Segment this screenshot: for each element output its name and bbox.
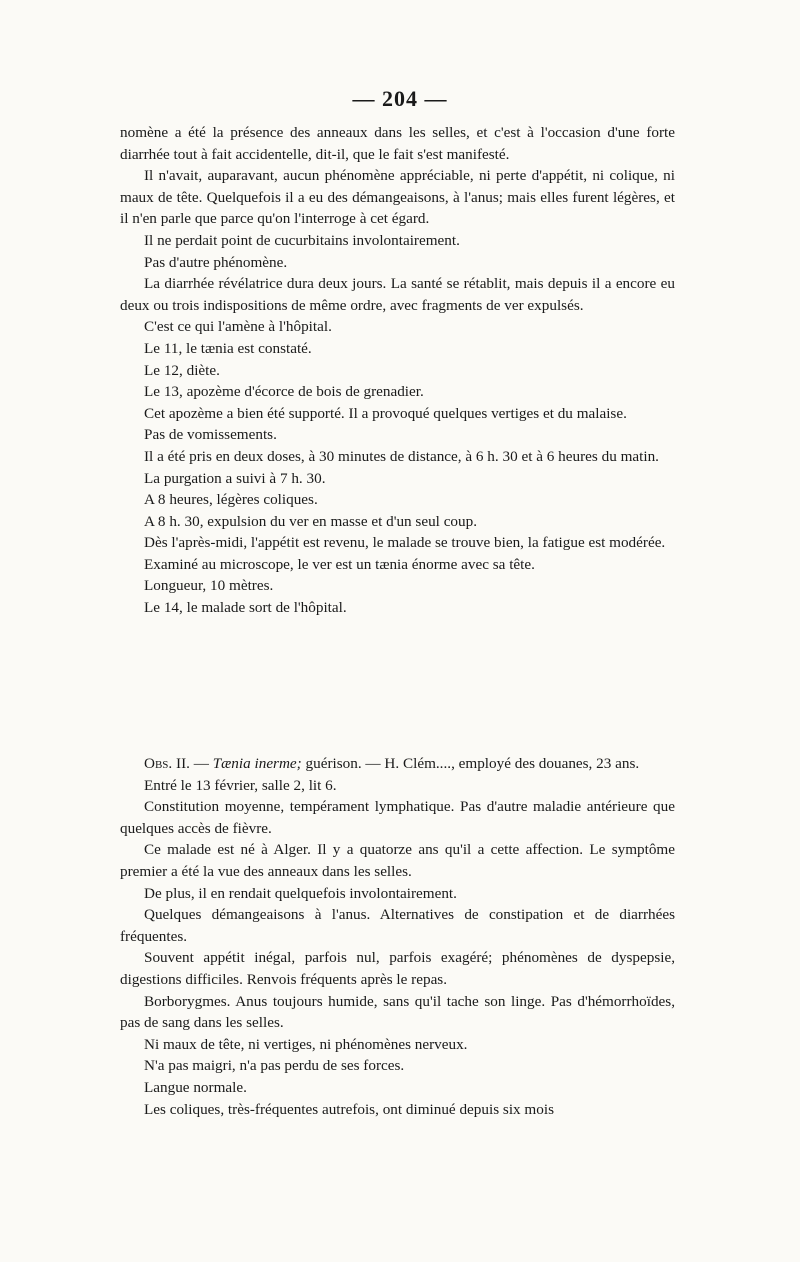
paragraph: Quelques démangeaisons à l'anus. Alternatives de constipation et de diarrhées fréquentes. (120, 906, 675, 945)
paragraph: A 8 h. 30, expulsion du ver en masse et d'un seul coup. (144, 512, 478, 530)
paragraph: Pas d'autre phénomène. (144, 253, 288, 271)
observation-heading-rest: guérison. — H. Clém...., employé des douanes, 23 ans. (301, 755, 640, 772)
observation-heading (120, 753, 675, 775)
paragraph: Dès l'après-midi, l'appétit est revenu, le malade se trouve bien, la fatigue est modérée. (144, 534, 666, 552)
paragraph: Il ne perdait point de cucurbitains involontairement. (144, 231, 460, 249)
paragraph: Les coliques, très-fréquentes autrefois, ont diminué depuis six mois (144, 1100, 554, 1118)
heading-dash: — (189, 755, 213, 772)
paragraph: Souvent appétit inégal, parfois nul, parfois exagéré; phénomènes de dyspepsie, digestions difficiles. Renvois fréquents après le repas. (120, 949, 675, 988)
paragraph: La purgation a suivi à 7 h. 30. (144, 469, 326, 487)
paragraph: Examiné au microscope, le ver est un tænia énorme avec sa tête. (144, 555, 535, 573)
paragraph: Constitution moyenne, tempérament lymphatique. Pas d'autre maladie antérieure que quelques accès de fièvre. (120, 798, 675, 837)
paragraph: Langue normale. (144, 1078, 247, 1096)
paragraph: Le 11, le tænia est constaté. (144, 339, 312, 357)
paragraph: A 8 heures, légères coliques. (144, 491, 318, 509)
paragraph: N'a pas maigri, n'a pas perdu de ses forces. (144, 1057, 405, 1075)
text-block-observation-2 (120, 753, 675, 1120)
paragraph: Le 14, le malade sort de l'hôpital. (144, 599, 347, 617)
paragraph: Cet apozème a bien été supporté. Il a provoqué quelques vertiges et du malaise. (144, 404, 627, 422)
paragraph: Longueur, 10 mètres. (144, 577, 274, 595)
observation-title: Tænia inerme; (212, 755, 302, 772)
text-block-observation-1 (120, 122, 675, 619)
paragraph: C'est ce qui l'amène à l'hôpital. (144, 318, 332, 336)
paragraph: La diarrhée révélatrice dura deux jours. La santé se rétablit, mais depuis il a encore eu deux ou trois indispositions de même ordre, avec fragments de ver expulsés. (120, 275, 675, 314)
paragraph: Il n'avait, auparavant, aucun phénomène appréciable, ni perte d'appétit, ni colique, ni maux de tête. Quelquefois il a eu des démangeaisons, à l'anus; mais elles furent légères, et il n'en parle que parce qu'on l'interroge à cet égard. (120, 167, 675, 228)
paragraph: nomène a été la présence des anneaux dans les selles, et c'est à l'occasion d'une forte diarrhée tout à fait accidentelle, dit-il, que le fait s'est manifesté. (120, 124, 675, 163)
paragraph: Ni maux de tête, ni vertiges, ni phénomènes nerveux. (144, 1035, 468, 1053)
paragraph: Borborygmes. Anus toujours humide, sans qu'il tache son linge. Pas d'hémorrhoïdes, pas de sang dans les selles. (120, 992, 675, 1032)
paragraph: Pas de vomissements. (144, 426, 277, 444)
page-number: — 204 — (352, 86, 448, 111)
observation-label: Obs. II. (144, 755, 190, 772)
paragraph: Entré le 13 février, salle 2, lit 6. (144, 776, 337, 794)
paragraph: De plus, il en rendait quelquefois involontairement. (144, 884, 457, 902)
paragraph: Il a été pris en deux doses, à 30 minutes de distance, à 6 h. 30 et à 6 heures du matin. (144, 447, 659, 465)
paragraph: Le 13, apozème d'écorce de bois de grenadier. (144, 383, 424, 401)
paragraph: Ce malade est né à Alger. Il y a quatorze ans qu'il a cette affection. Le symptôme premier a été la vue des anneaux dans les selles. (120, 841, 675, 880)
paragraph: Le 12, diète. (144, 361, 220, 379)
